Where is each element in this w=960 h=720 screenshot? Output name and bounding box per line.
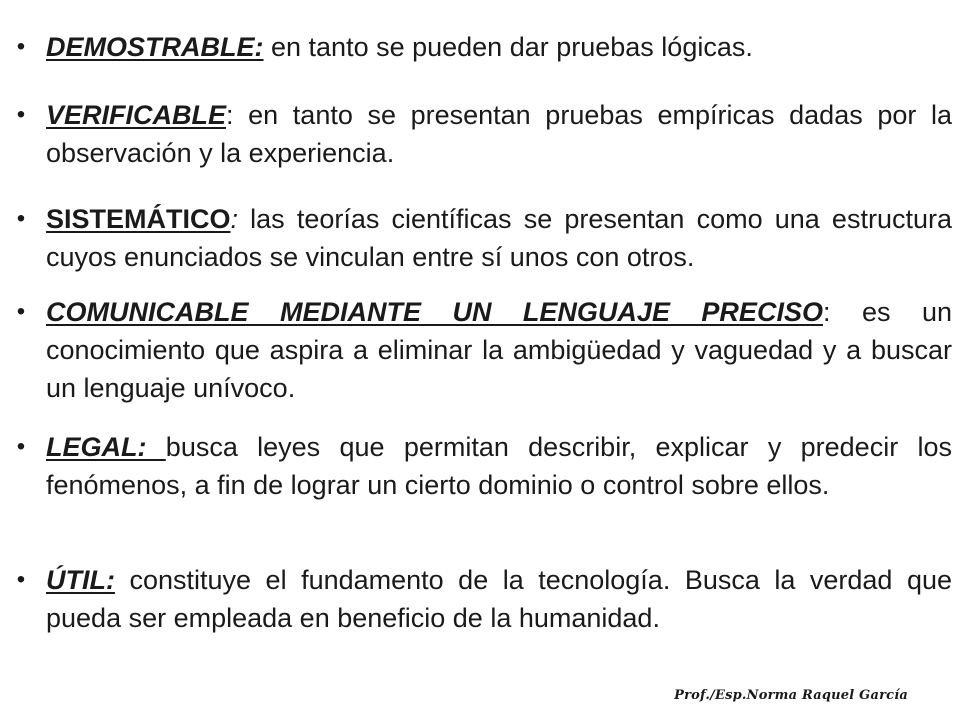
term-comunicable: COMUNICABLE MEDIANTE UN LENGUAJE PRECISO [46,297,823,327]
bullet-verificable [16,96,952,172]
bullet-text: en tanto se pueden dar pruebas lógicas. [263,32,753,62]
term-sistematico: SISTEMÁTICO [46,204,231,234]
bullet-text: constituye el fundamento de la tecnología. Busca la verdad que pueda ser empleada en beneficio de la humanidad. [46,565,952,633]
author-signature: Prof./Esp.Norma Raquel García [674,688,908,703]
bullet-util [16,561,952,637]
bullet-text: las teorías científicas se presentan como una estructura cuyos enunciados se vinculan entre sí unos con otros. [46,204,952,272]
term-separator: : [226,100,234,130]
bullet-marker: • [16,433,26,460]
term-util: ÚTIL: [46,565,115,595]
bullet-text: en tanto se presentan pruebas empíricas dadas por la observación y la experiencia. [46,100,952,168]
bullet-marker: • [16,33,26,60]
bullet-sistematico [16,200,952,276]
bullet-comunicable [16,293,952,407]
bullet-marker: • [16,205,26,232]
bullet-marker: • [16,101,26,128]
bullet-text: busca leyes que permitan describir, explicar y predecir los fenómenos, a fin de lograr un cierto dominio o control sobre ellos. [46,432,952,500]
term-separator: : [230,204,239,234]
term-verificable: VERIFICABLE [46,100,227,130]
bullet-demostrable [16,28,952,66]
term-demostrable: DEMOSTRABLE: [46,32,264,62]
term-separator: : [822,297,831,327]
bullet-legal [16,428,952,504]
bullet-text: es un conocimiento que aspira a eliminar la ambigüedad y vaguedad y a buscar un lenguaje unívoco. [46,297,952,403]
bullet-marker: • [16,298,26,325]
bullet-marker: • [16,566,26,593]
term-legal: LEGAL: [46,432,166,462]
